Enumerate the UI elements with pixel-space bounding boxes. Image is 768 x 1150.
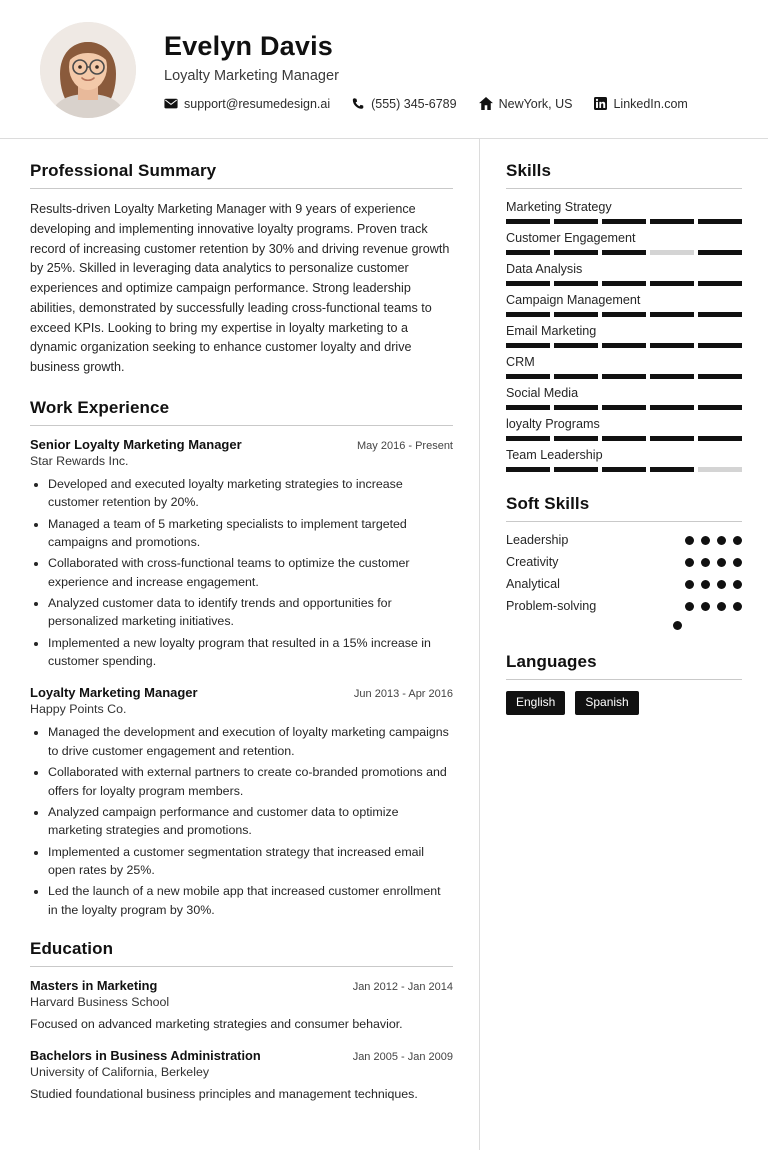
skill-segment xyxy=(506,250,550,255)
rating-dot xyxy=(733,558,742,567)
rating-dot xyxy=(733,602,742,611)
divider xyxy=(30,425,453,426)
skill-item xyxy=(506,200,742,224)
contact-phone[interactable] xyxy=(352,97,456,111)
skill-segment xyxy=(602,343,646,348)
rating-dot xyxy=(717,536,726,545)
soft-skill-item xyxy=(506,577,742,591)
contact-phone-text: (555) 345-6789 xyxy=(371,96,457,111)
list-item: • Managed the development and execution of loyalty marketing campaigns to drive customer engagement and retention. xyxy=(48,723,453,760)
soft-skill-rating xyxy=(685,558,742,567)
skill-segment xyxy=(650,436,694,441)
work-item-company: Star Rewards Inc. xyxy=(30,453,129,468)
divider xyxy=(506,679,742,680)
soft-skills-heading: Soft Skills xyxy=(506,494,590,513)
skill-segment xyxy=(650,343,694,348)
resume-header xyxy=(0,0,768,139)
skill-segment xyxy=(698,219,742,224)
envelope-icon xyxy=(164,98,178,109)
skill-item xyxy=(506,448,742,472)
rating-dot xyxy=(685,558,694,567)
rating-dot xyxy=(717,558,726,567)
skill-label: Marketing Strategy xyxy=(506,200,612,214)
section-professional-summary xyxy=(30,161,453,378)
skill-segment xyxy=(698,436,742,441)
rating-dot xyxy=(701,558,710,567)
work-item-dates: Jun 2013 - Apr 2016 xyxy=(353,688,453,701)
list-item: • Collaborated with cross-functional teams to optimize the customer experience and increase engagement. xyxy=(48,554,453,591)
contact-linkedin[interactable] xyxy=(594,97,687,111)
list-item: • Analyzed customer data to identify trends and opportunities for personalized marketing initiatives. xyxy=(48,594,453,631)
education-dates: Jan 2012 - Jan 2014 xyxy=(352,981,453,994)
soft-skill-rating xyxy=(685,602,742,611)
skill-segment xyxy=(698,312,742,317)
contact-row xyxy=(164,97,740,111)
skill-label: Data Analysis xyxy=(506,262,583,276)
skill-segment xyxy=(554,374,598,379)
skill-rating-bar xyxy=(506,219,742,224)
soft-skill-item xyxy=(506,621,742,630)
contact-location-text: NewYork, US xyxy=(498,96,573,111)
skill-segment xyxy=(602,250,646,255)
soft-skill-item xyxy=(506,533,742,547)
list-item: • Analyzed campaign performance and customer data to optimize marketing strategies and promotions. xyxy=(48,803,453,840)
divider xyxy=(506,521,742,522)
skill-segment xyxy=(506,312,550,317)
skill-label: Social Media xyxy=(506,386,579,400)
skill-rating-bar xyxy=(506,343,742,348)
rating-dot xyxy=(701,580,710,589)
skill-item xyxy=(506,231,742,255)
skill-segment xyxy=(554,219,598,224)
skill-segment xyxy=(506,436,550,441)
skill-segment xyxy=(602,467,646,472)
skill-label: loyalty Programs xyxy=(506,417,600,431)
list-item: • Managed a team of 5 marketing specialists to implement targeted campaigns and promotions. xyxy=(48,515,453,552)
skill-segment xyxy=(602,436,646,441)
skill-segment xyxy=(506,374,550,379)
work-item-title: Loyalty Marketing Manager xyxy=(30,685,198,701)
work-item-head xyxy=(30,437,453,452)
skill-segment xyxy=(602,405,646,410)
skill-segment xyxy=(506,467,550,472)
skill-segment xyxy=(602,219,646,224)
rating-dot xyxy=(685,536,694,545)
contact-email[interactable] xyxy=(164,97,330,111)
contact-linkedin-text: LinkedIn.com xyxy=(613,96,688,111)
soft-skill-label: Leadership xyxy=(506,533,569,547)
rating-dot xyxy=(685,580,694,589)
language-chip: Spanish xyxy=(575,691,638,715)
list-item: • Collaborated with external partners to create co-branded promotions and offers for loyalty program members. xyxy=(48,763,453,800)
skill-segment xyxy=(650,405,694,410)
skill-segment xyxy=(554,250,598,255)
skill-segment xyxy=(554,281,598,286)
skill-item xyxy=(506,417,742,441)
skill-segment xyxy=(650,250,694,255)
skills-heading: Skills xyxy=(506,161,552,180)
skill-segment xyxy=(554,436,598,441)
skill-item xyxy=(506,324,742,348)
work-item-company: Happy Points Co. xyxy=(30,702,127,717)
skill-segment xyxy=(698,250,742,255)
languages-heading: Languages xyxy=(506,652,597,671)
main-column xyxy=(0,139,480,1150)
divider xyxy=(506,188,742,189)
work-item xyxy=(30,437,453,671)
section-skills xyxy=(506,161,742,472)
soft-skill-item xyxy=(506,555,742,569)
avatar-photo xyxy=(40,22,136,118)
skill-segment xyxy=(650,312,694,317)
work-item-bullets xyxy=(30,723,453,919)
work-item xyxy=(30,685,453,919)
divider xyxy=(30,966,453,967)
rating-dot xyxy=(673,621,682,630)
skill-segment xyxy=(554,343,598,348)
skill-item xyxy=(506,293,742,317)
section-languages xyxy=(506,652,742,715)
skill-segment xyxy=(698,374,742,379)
language-chip: English xyxy=(506,691,565,715)
skill-rating-bar xyxy=(506,405,742,410)
skill-segment xyxy=(506,343,550,348)
rating-dot xyxy=(701,536,710,545)
education-school: University of California, Berkeley xyxy=(30,1065,210,1080)
skill-segment xyxy=(698,405,742,410)
list-item: • Implemented a new loyalty program that resulted in a 15% increase in customer spending. xyxy=(48,634,453,671)
education-dates: Jan 2005 - Jan 2009 xyxy=(352,1051,453,1064)
page-title: Evelyn Davis xyxy=(164,31,334,62)
work-item-bullets xyxy=(30,475,453,671)
soft-skill-rating xyxy=(673,621,742,630)
skill-segment xyxy=(506,405,550,410)
summary-heading: Professional Summary xyxy=(30,161,217,180)
contact-location[interactable] xyxy=(479,97,573,111)
sidebar-column xyxy=(480,139,768,1150)
skill-segment xyxy=(650,281,694,286)
section-soft-skills xyxy=(506,494,742,630)
rating-dot xyxy=(717,580,726,589)
skill-item xyxy=(506,355,742,379)
soft-skill-label: Problem-solving xyxy=(506,599,597,613)
skill-label: Email Marketing xyxy=(506,324,597,338)
education-item xyxy=(30,1048,453,1104)
header-text-block xyxy=(164,29,740,110)
section-education xyxy=(30,939,453,1104)
work-heading: Work Experience xyxy=(30,397,170,417)
skill-segment xyxy=(602,281,646,286)
education-heading: Education xyxy=(30,939,114,959)
education-item-head xyxy=(30,1048,453,1063)
skill-label: Team Leadership xyxy=(506,448,603,462)
skill-segment xyxy=(506,219,550,224)
home-icon xyxy=(479,97,493,110)
language-chip-list xyxy=(506,691,742,715)
job-role-subtitle: Loyalty Marketing Manager xyxy=(164,67,339,84)
summary-text: Results-driven Loyalty Marketing Manager with 9 years of experience developing and implementing innovative loyalty programs. Proven track record of increasing customer retention by 30% and driving revenue growth by 25%. Skilled in leveraging data analytics to personalize customer experiences and optimize campaign performance. Strong leadership abilities, demonstrated by successfully leading cross-functional teams to exceed KPIs. Looking to bring my expertise in loyalty marketing to a dynamic organization seeking to enhance customer loyalty and drive business growth. xyxy=(30,202,450,375)
soft-skill-label: Creativity xyxy=(506,555,559,569)
education-school: Harvard Business School xyxy=(30,995,170,1010)
skill-segment xyxy=(554,467,598,472)
education-item xyxy=(30,978,453,1034)
education-description: Studied foundational business principles and management techniques. xyxy=(30,1087,418,1102)
list-item: • Developed and executed loyalty marketing strategies to increase customer retention by 20%. xyxy=(48,475,453,512)
work-item-title: Senior Loyalty Marketing Manager xyxy=(30,436,242,452)
skill-segment xyxy=(506,281,550,286)
work-item-dates: May 2016 - Present xyxy=(357,439,453,452)
soft-skill-rating xyxy=(685,536,742,545)
skill-item xyxy=(506,386,742,410)
rating-dot xyxy=(701,602,710,611)
education-degree: Bachelors in Business Administration xyxy=(30,1048,261,1064)
education-item-head xyxy=(30,978,453,993)
skill-segment xyxy=(602,374,646,379)
skill-label: Customer Engagement xyxy=(506,231,636,245)
skill-label: Campaign Management xyxy=(506,293,641,307)
divider xyxy=(30,188,453,189)
resume-body xyxy=(0,139,768,1150)
soft-skill-item xyxy=(506,599,742,613)
skill-segment xyxy=(698,281,742,286)
skill-rating-bar xyxy=(506,436,742,441)
skill-segment xyxy=(650,219,694,224)
skill-segment xyxy=(698,343,742,348)
skill-segment xyxy=(554,405,598,410)
contact-email-text: support@resumedesign.ai xyxy=(184,96,331,111)
skill-rating-bar xyxy=(506,374,742,379)
skill-segment xyxy=(602,312,646,317)
skill-segment xyxy=(650,467,694,472)
skill-segment xyxy=(698,467,742,472)
rating-dot xyxy=(685,602,694,611)
rating-dot xyxy=(717,602,726,611)
rating-dot xyxy=(733,536,742,545)
soft-skill-rating xyxy=(685,580,742,589)
skill-segment xyxy=(650,374,694,379)
work-item-head xyxy=(30,685,453,700)
list-item: • Implemented a customer segmentation strategy that increased email open rates by 25%. xyxy=(48,843,453,880)
skill-item xyxy=(506,262,742,286)
skill-label: CRM xyxy=(506,355,535,369)
skill-rating-bar xyxy=(506,467,742,472)
skill-rating-bar xyxy=(506,250,742,255)
phone-icon xyxy=(352,97,365,110)
rating-dot xyxy=(733,580,742,589)
skill-rating-bar xyxy=(506,281,742,286)
education-description: Focused on advanced marketing strategies and consumer behavior. xyxy=(30,1017,403,1032)
skill-segment xyxy=(554,312,598,317)
linkedin-icon xyxy=(594,97,607,110)
list-item: • Led the launch of a new mobile app that increased customer enrollment in the loyalty program by 30%. xyxy=(48,882,453,919)
skill-rating-bar xyxy=(506,312,742,317)
section-work-experience xyxy=(30,398,453,919)
avatar xyxy=(40,22,136,118)
soft-skill-label: Analytical xyxy=(506,577,560,591)
education-degree: Masters in Marketing xyxy=(30,978,158,994)
